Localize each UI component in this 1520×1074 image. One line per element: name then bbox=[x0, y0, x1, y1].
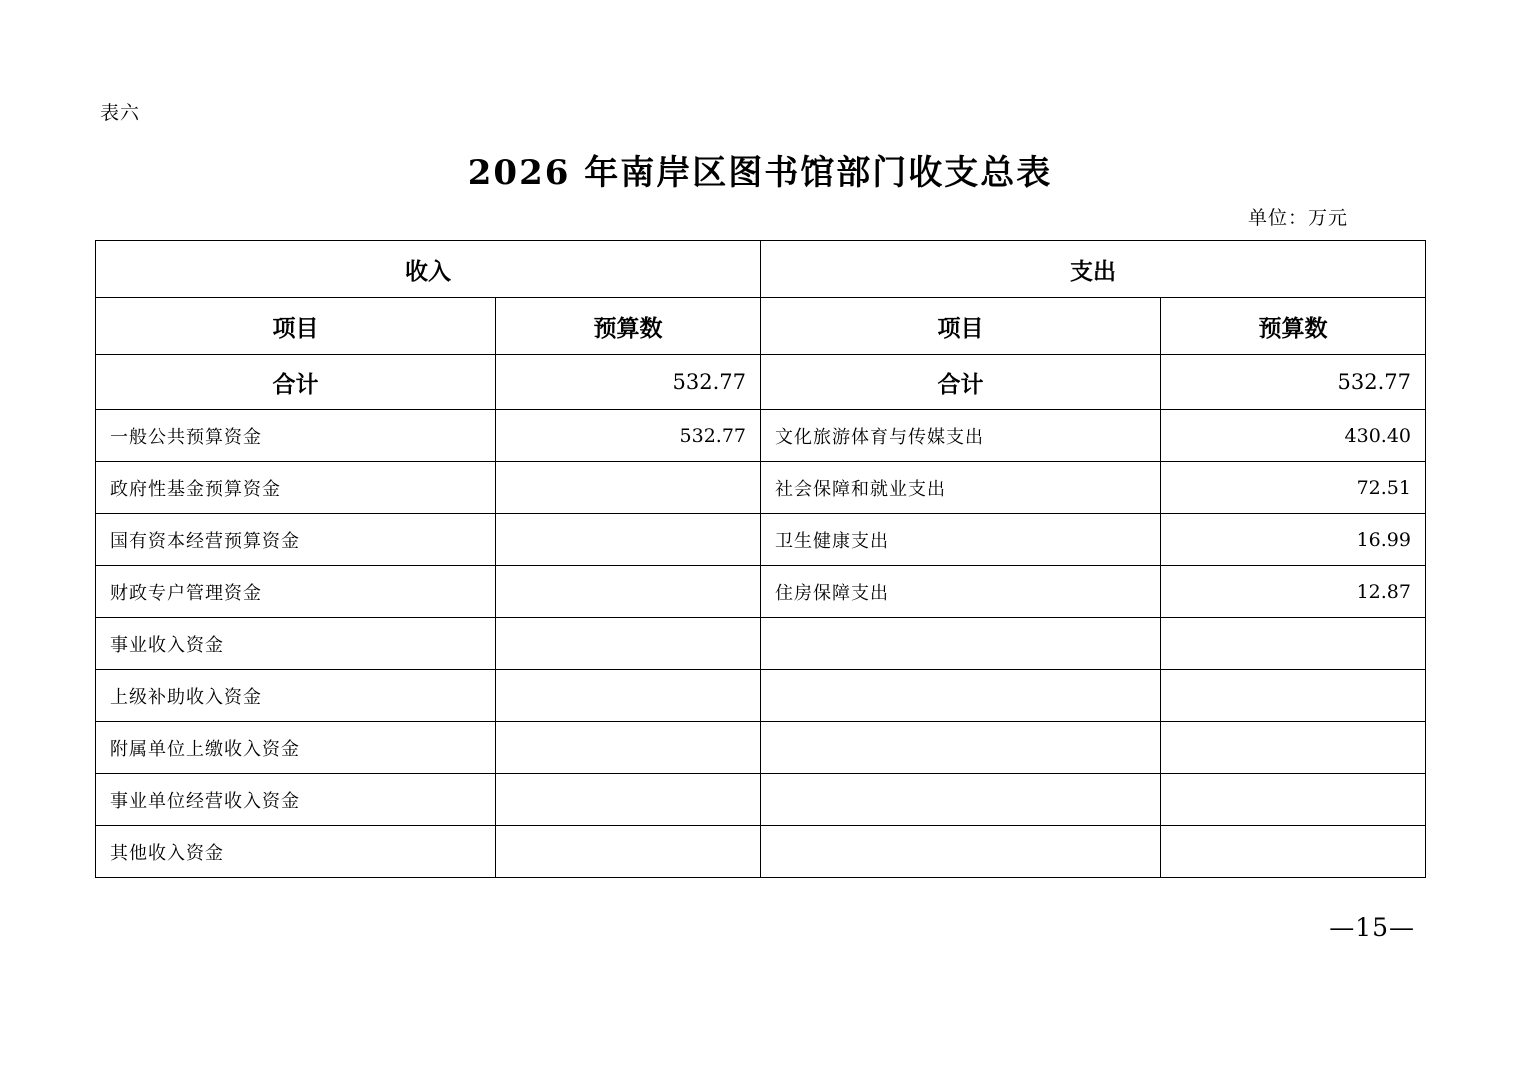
expense-item-label bbox=[761, 670, 1161, 722]
table-row bbox=[96, 566, 1426, 618]
expense-item-label: 卫生健康支出 bbox=[761, 514, 1161, 566]
column-header-income-item: 项目 bbox=[96, 298, 496, 355]
group-header-income: 收入 bbox=[96, 241, 761, 298]
unit-note: 单位：万元 bbox=[1247, 207, 1348, 229]
table-row bbox=[96, 410, 1426, 462]
income-item-label: 财政专户管理资金 bbox=[96, 566, 496, 618]
table-column-header-row bbox=[96, 298, 1426, 355]
table-row bbox=[96, 462, 1426, 514]
income-item-label: 一般公共预算资金 bbox=[96, 410, 496, 462]
table-row bbox=[96, 722, 1426, 774]
total-label-expense: 合计 bbox=[761, 355, 1161, 410]
income-item-value bbox=[496, 722, 761, 774]
expense-item-value bbox=[1161, 722, 1426, 774]
table-group-header-row bbox=[96, 241, 1426, 298]
expense-item-label bbox=[761, 618, 1161, 670]
table-row bbox=[96, 774, 1426, 826]
income-item-value bbox=[496, 670, 761, 722]
income-item-label: 其他收入资金 bbox=[96, 826, 496, 878]
expense-item-label bbox=[761, 826, 1161, 878]
income-item-value bbox=[496, 514, 761, 566]
column-header-income-budget: 预算数 bbox=[496, 298, 761, 355]
income-item-label: 附属单位上缴收入资金 bbox=[96, 722, 496, 774]
expense-item-label: 住房保障支出 bbox=[761, 566, 1161, 618]
expense-item-value bbox=[1161, 774, 1426, 826]
income-item-label: 政府性基金预算资金 bbox=[96, 462, 496, 514]
group-header-expense: 支出 bbox=[761, 241, 1426, 298]
table-row bbox=[96, 618, 1426, 670]
expense-item-label bbox=[761, 774, 1161, 826]
expense-item-value: 12.87 bbox=[1161, 566, 1426, 618]
total-value-expense: 532.77 bbox=[1161, 355, 1426, 410]
income-item-value bbox=[496, 826, 761, 878]
income-item-value bbox=[496, 618, 761, 670]
table-row bbox=[96, 514, 1426, 566]
total-label-income: 合计 bbox=[96, 355, 496, 410]
expense-item-label bbox=[761, 722, 1161, 774]
expense-item-value bbox=[1161, 670, 1426, 722]
table-row bbox=[96, 826, 1426, 878]
income-item-value: 532.77 bbox=[496, 410, 761, 462]
expense-item-value bbox=[1161, 826, 1426, 878]
column-header-expense-budget: 预算数 bbox=[1161, 298, 1426, 355]
expense-item-label: 社会保障和就业支出 bbox=[761, 462, 1161, 514]
page-number: —15— bbox=[1329, 913, 1415, 942]
column-header-expense-item: 项目 bbox=[761, 298, 1161, 355]
sheet-label: 表六 bbox=[100, 102, 141, 124]
income-item-value bbox=[496, 462, 761, 514]
income-item-label: 事业单位经营收入资金 bbox=[96, 774, 496, 826]
income-item-value bbox=[496, 566, 761, 618]
budget-table bbox=[95, 240, 1426, 878]
expense-item-value: 430.40 bbox=[1161, 410, 1426, 462]
expense-item-value: 72.51 bbox=[1161, 462, 1426, 514]
expense-item-value: 16.99 bbox=[1161, 514, 1426, 566]
income-item-value bbox=[496, 774, 761, 826]
table-row-total bbox=[96, 355, 1426, 410]
total-value-income: 532.77 bbox=[496, 355, 761, 410]
income-item-label: 上级补助收入资金 bbox=[96, 670, 496, 722]
income-item-label: 事业收入资金 bbox=[96, 618, 496, 670]
page-title: 2026 年南岸区图书馆部门收支总表 bbox=[467, 153, 1053, 193]
expense-item-label: 文化旅游体育与传媒支出 bbox=[761, 410, 1161, 462]
table-row bbox=[96, 670, 1426, 722]
income-item-label: 国有资本经营预算资金 bbox=[96, 514, 496, 566]
expense-item-value bbox=[1161, 618, 1426, 670]
